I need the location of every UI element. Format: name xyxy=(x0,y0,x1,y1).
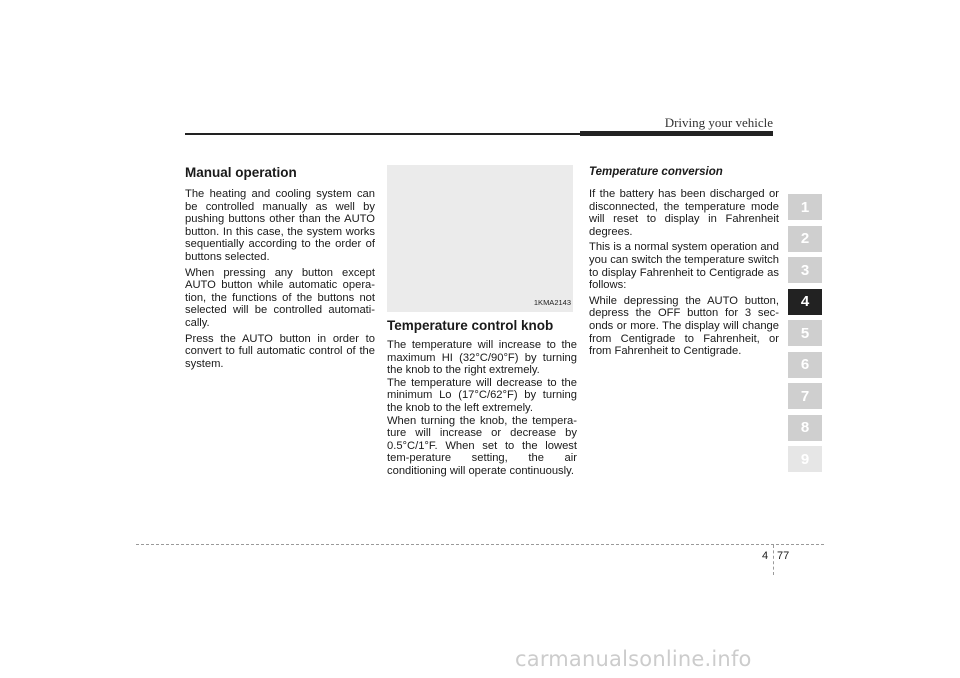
paragraph: The heating and cooling system can be controlled manually as well by pushing buttons other than the AUTO button. In this case, the system works sequentially according to the order of buttons selected. xyxy=(185,188,375,263)
chapter-tab-6[interactable]: 6 xyxy=(788,352,822,378)
chapter-tab-8[interactable]: 8 xyxy=(788,415,822,441)
watermark: carmanualsonline.info xyxy=(515,647,752,671)
paragraph: When pressing any button except AUTO button while automatic opera-tion, the functions of the buttons not selected will be controlled automati-cally. xyxy=(185,266,375,329)
paragraph: While depressing the AUTO button, depress the OFF button for 3 sec-onds or more. The display will change from Centigrade to Fahrenheit, or from Fahrenheit to Centigrade. xyxy=(589,294,779,358)
paragraph: Press the AUTO button in order to convert to full automatic control of the system. xyxy=(185,332,375,370)
chapter-tab-5[interactable]: 5 xyxy=(788,320,822,346)
section-heading-manual-operation: Manual operation xyxy=(185,165,297,180)
column-temperature-control xyxy=(387,165,577,478)
paragraph: The temperature will decrease to the minimum Lo (17°C/62°F) by turning the knob to the left extremely. xyxy=(387,376,577,414)
chapter-tab-2[interactable]: 2 xyxy=(788,226,822,252)
footer-divider xyxy=(136,544,824,545)
footer-page-number: 77 xyxy=(777,550,790,562)
chapter-tab-4[interactable]: 4 xyxy=(788,289,822,315)
paragraph: When turning the knob, the tempera-ture will increase or decrease by 0.5°C/1°F. When set to the lowest tem-perature setting, the air conditioning will operate continuously. xyxy=(387,414,577,477)
paragraph: The temperature will increase to the maximum HI (32°C/90°F) by turning the knob to the right extremely. xyxy=(387,339,577,377)
column-temperature-conversion xyxy=(589,165,779,361)
column-manual-operation xyxy=(185,165,375,373)
footer-chapter-number: 4 xyxy=(762,550,769,562)
running-header: Driving your vehicle xyxy=(664,115,773,130)
figure-image-placeholder xyxy=(387,165,573,312)
chapter-tabs xyxy=(788,194,822,478)
chapter-tab-3[interactable]: 3 xyxy=(788,257,822,283)
chapter-tab-9[interactable]: 9 xyxy=(788,446,822,472)
header-rule-accent xyxy=(580,131,773,136)
figure-code: 1KMA2143 xyxy=(533,298,571,308)
sub-heading-temperature-conversion: Temperature conversion xyxy=(589,166,723,178)
paragraph: If the battery has been discharged or disconnected, the temperature mode will reset to display in Fahrenheit degrees. xyxy=(589,188,779,238)
paragraph: This is a normal system operation and you can switch the temperature switch to display Fahrenheit to Centigrade as follows: xyxy=(589,241,779,292)
chapter-tab-1[interactable]: 1 xyxy=(788,194,822,220)
section-heading-temperature-control-knob: Temperature control knob xyxy=(387,318,554,333)
footer-vertical-divider xyxy=(773,545,774,575)
chapter-tab-7[interactable]: 7 xyxy=(788,383,822,409)
